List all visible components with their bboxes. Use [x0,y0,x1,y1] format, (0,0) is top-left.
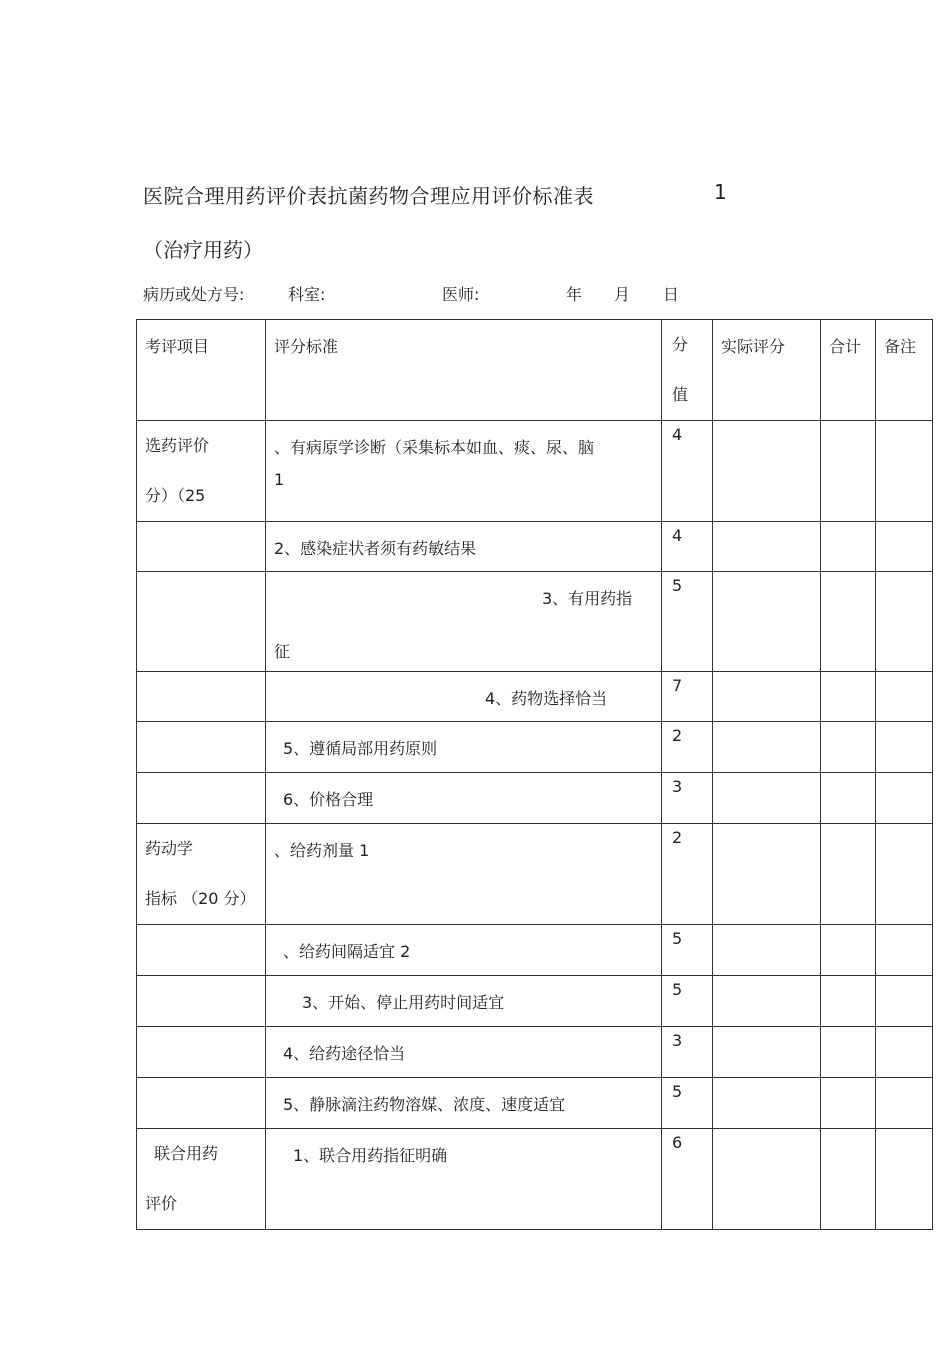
month-label: 月 [614,285,631,304]
total-cell[interactable] [821,1027,876,1078]
table-row [137,976,933,1027]
table-row [137,672,933,722]
score-value: 5 [672,576,683,595]
category-cell [137,407,265,521]
day-label: 日 [663,285,680,304]
category-cell [137,522,266,572]
remark-cell[interactable] [876,1129,933,1230]
total-cell[interactable] [821,522,876,572]
score-value: 5 [672,929,683,948]
category-cell [137,1115,265,1229]
category-line: 选药评价 [145,436,210,455]
actual-score-cell[interactable] [713,1078,821,1129]
remark-cell[interactable] [876,773,933,824]
header-score [662,306,712,420]
header-criteria: 评分标准 [274,337,339,356]
criteria-line: 、有病原学诊断（采集标本如血、痰、尿、脑 [274,438,595,457]
category-cell [137,672,266,722]
document-title: 医院合理用药评价表抗菌药物合理应用评价标准表 [143,184,594,208]
actual-score-cell[interactable] [713,976,821,1027]
total-cell[interactable] [821,925,876,976]
record-no-label: 病历或处方号: [143,285,245,304]
criteria-cell [266,421,661,489]
total-cell[interactable] [821,672,876,722]
table-row [137,421,933,522]
actual-score-cell[interactable] [713,572,821,672]
criteria-line: 4、药物选择恰当 [485,689,608,708]
score-value: 2 [672,828,683,847]
document-subtitle: （治疗用药） [143,238,263,262]
header-actual: 实际评分 [721,337,786,356]
header-total: 合计 [829,337,862,356]
total-cell[interactable] [821,421,876,522]
title-number: 1 [714,180,727,204]
actual-score-cell[interactable] [713,672,821,722]
category-cell [137,722,266,773]
total-cell[interactable] [821,1129,876,1230]
criteria-line: 1、联合用药指征明确 [293,1146,448,1165]
actual-score-cell[interactable] [713,522,821,572]
score-value: 6 [672,1133,683,1152]
table-row [137,522,933,572]
category-line: 评价 [145,1194,178,1213]
remark-cell[interactable] [876,976,933,1027]
table-row [137,1129,933,1230]
score-value: 3 [672,1031,683,1050]
actual-score-cell[interactable] [713,925,821,976]
table-row [137,722,933,773]
criteria-line: 1 [274,470,285,489]
remark-cell[interactable] [876,1078,933,1129]
actual-score-cell[interactable] [713,1027,821,1078]
year-label: 年 [566,285,583,304]
remark-cell[interactable] [876,421,933,522]
total-cell[interactable] [821,572,876,672]
category-line: 联合用药 [154,1144,219,1163]
actual-score-cell[interactable] [713,773,821,824]
total-cell[interactable] [821,976,876,1027]
table-row [137,572,933,672]
total-cell[interactable] [821,1078,876,1129]
category-cell [137,1027,266,1078]
category-cell [137,925,266,976]
score-value: 2 [672,726,683,745]
total-cell[interactable] [821,824,876,925]
actual-score-cell[interactable] [713,421,821,522]
table-row [137,1027,933,1078]
remark-cell[interactable] [876,572,933,672]
category-cell [137,976,266,1027]
criteria-cell [266,572,661,662]
criteria-line: 3、有用药指 [542,589,633,608]
criteria-line: 4、给药途径恰当 [283,1044,406,1063]
criteria-line: 3、开始、停止用药时间适宜 [302,993,505,1012]
remark-cell[interactable] [876,824,933,925]
table-header-row [137,320,933,421]
header-score-line1: 分 [672,335,689,354]
criteria-line: 、给药间隔适宜 2 [283,942,411,961]
score-value: 4 [672,526,683,545]
department-label: 科室: [288,285,326,304]
actual-score-cell[interactable] [713,1129,821,1230]
remark-cell[interactable] [876,722,933,773]
category-cell [137,810,265,924]
total-cell[interactable] [821,773,876,824]
category-line: 分）（25 [145,486,206,505]
category-line: 指标 （20 分） [145,889,256,908]
criteria-line: 5、静脉滴注药物溶媒、浓度、速度适宜 [283,1095,566,1114]
remark-cell[interactable] [876,1027,933,1078]
score-value: 5 [672,1082,683,1101]
header-item: 考评项目 [145,337,210,356]
evaluation-table [136,319,933,1230]
doctor-label: 医师: [442,285,480,304]
score-value: 7 [672,676,683,695]
criteria-line: 征 [274,642,291,661]
score-value: 4 [672,425,683,444]
header-remark: 备注 [884,337,917,356]
remark-cell[interactable] [876,672,933,722]
actual-score-cell[interactable] [713,722,821,773]
actual-score-cell[interactable] [713,824,821,925]
criteria-line: 6、价格合理 [283,790,374,809]
score-value: 3 [672,777,683,796]
criteria-line: 2、感染症状者须有药敏结果 [274,539,477,558]
table-row [137,824,933,925]
table-row [137,925,933,976]
header-score-line2: 值 [672,385,689,404]
criteria-line: 5、遵循局部用药原则 [283,739,438,758]
category-line: 药动学 [145,839,194,858]
category-cell [137,572,266,672]
score-value: 5 [672,980,683,999]
remark-cell[interactable] [876,925,933,976]
total-cell[interactable] [821,722,876,773]
remark-cell[interactable] [876,522,933,572]
criteria-line: 、给药剂量 1 [274,841,370,860]
